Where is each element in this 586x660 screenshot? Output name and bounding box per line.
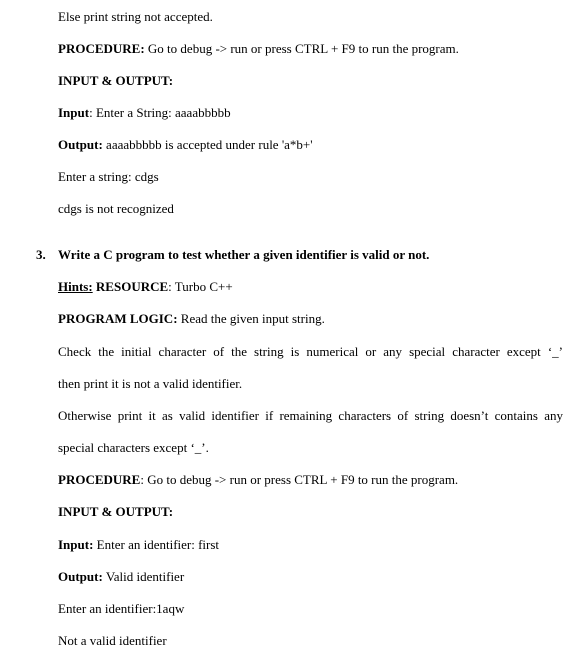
hints-line (58, 279, 233, 295)
input-text: : Enter a String: aaaabbbbb (89, 105, 231, 120)
else-line: Else print string not accepted. (58, 9, 213, 24)
then-line: then print it is not a valid identifier. (58, 376, 243, 391)
output-line (58, 137, 313, 153)
output-text-2: Valid identifier (105, 569, 185, 584)
procedure-text: Go to debug -> run or press CTRL + F9 to run the program. (147, 41, 459, 56)
output-label-2: Output: (58, 569, 103, 584)
program-logic-line (58, 311, 325, 327)
section-number: 3. (36, 247, 46, 262)
special-line: special characters except ‘_’. (58, 440, 209, 455)
procedure-text-2: : Go to debug -> run or press CTRL + F9 to run the program. (140, 472, 459, 487)
logic-text: Read the given input string. (180, 311, 325, 326)
not-recognized-line: cdgs is not recognized (58, 201, 174, 216)
logic-label: PROGRAM LOGIC: (58, 311, 178, 326)
input-line (58, 105, 231, 121)
procedure-label: PROCEDURE: (58, 41, 145, 56)
input-line-2 (58, 537, 219, 553)
procedure-label-2: PROCEDURE (58, 472, 141, 487)
output-text: aaaabbbbb is accepted under rule 'a*b+' (106, 137, 313, 152)
input-label: Input (58, 105, 90, 120)
resource-label: RESOURCE (95, 279, 169, 294)
output-line-2 (58, 569, 184, 585)
check-line: Check the initial character of the string is numerical or any special character except ‘_’ (58, 344, 563, 359)
io-heading-2: INPUT & OUTPUT: (58, 504, 174, 519)
input-text-2: Enter an identifier: first (96, 537, 220, 552)
otherwise-line: Otherwise print it as valid identifier if remaining characters of string doesn’t contains any (58, 408, 563, 423)
input-label-2: Input: (58, 537, 94, 552)
io-heading: INPUT & OUTPUT: (58, 73, 174, 88)
enter-string-line: Enter a string: cdgs (58, 169, 159, 184)
procedure-line-2 (58, 472, 458, 488)
section-title: Write a C program to test whether a given identifier is valid or not. (58, 247, 430, 262)
enter-identifier-line: Enter an identifier:1aqw (58, 601, 185, 616)
output-label: Output: (58, 137, 103, 152)
not-valid-line: Not a valid identifier (58, 633, 167, 648)
hints-label: Hints: (58, 279, 93, 294)
resource-text: : Turbo C++ (168, 279, 233, 294)
procedure-line (58, 41, 459, 57)
